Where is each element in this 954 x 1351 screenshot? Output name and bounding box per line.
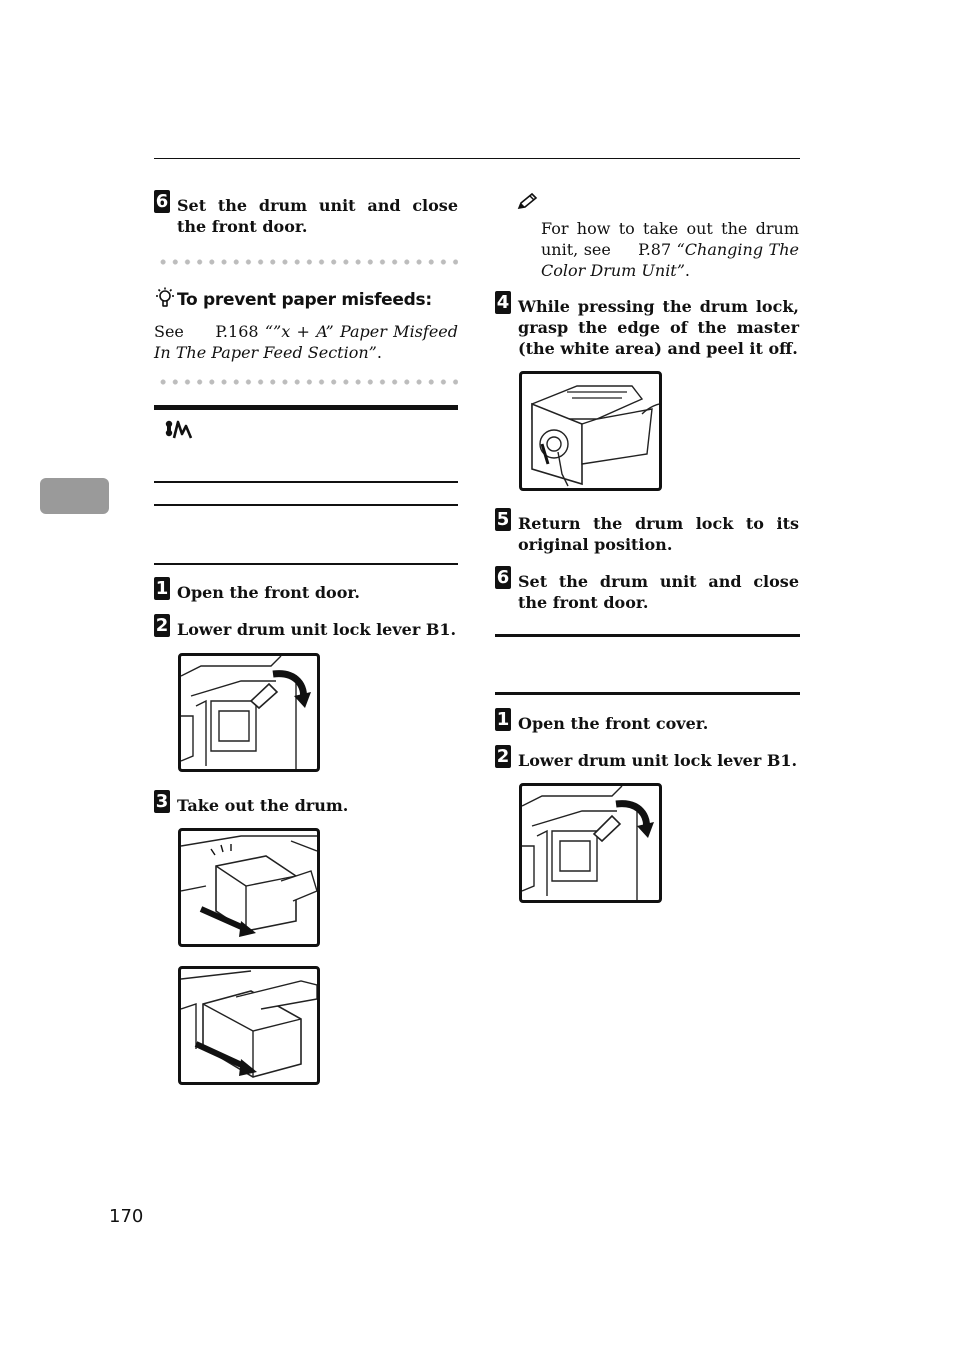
section-rule-1 — [154, 481, 458, 483]
step-text: Take out the drum. — [177, 796, 349, 815]
misfeed-location-icon — [164, 418, 194, 446]
step-number: 6 — [155, 191, 169, 212]
step-text: Open the front cover. — [518, 714, 709, 733]
section-rule-right-1 — [495, 634, 800, 637]
step-number: 2 — [496, 746, 510, 767]
hint-ref[interactable]: “”x + A” Paper Misfeed In The Paper Feed Section” — [154, 322, 458, 362]
illustration-lower-lever-2 — [519, 783, 662, 903]
hint-body — [154, 321, 458, 363]
header-rule — [154, 158, 800, 159]
note-pencil-icon — [517, 192, 539, 214]
note-ref[interactable]: “Changing The Color Drum Unit” — [541, 240, 799, 280]
hint-title: To prevent paper misfeeds: — [177, 290, 432, 310]
hint-page[interactable]: P.168 — [215, 322, 259, 341]
page-number: 170 — [109, 1206, 144, 1227]
hint-see: See — [154, 322, 184, 341]
section-rule-3 — [154, 563, 458, 565]
step-number: 3 — [155, 791, 169, 812]
hint-dots-top — [157, 259, 458, 265]
section-rule-right-2 — [495, 692, 800, 695]
step-number: 2 — [155, 615, 169, 636]
step-number: 5 — [496, 509, 510, 530]
step-text: Set the drum unit and close the front door. — [518, 572, 799, 612]
note-end: . — [684, 261, 691, 280]
step-number: 4 — [496, 292, 510, 313]
step-text: Set the drum unit and close the front door. — [177, 196, 458, 236]
section-rule-2 — [154, 504, 458, 506]
illustration-take-out-drum-2 — [178, 966, 320, 1085]
step-number: 1 — [496, 709, 510, 730]
note-line1: For how to take out the drum unit, see — [541, 219, 799, 259]
illustration-lower-lever — [178, 653, 320, 772]
hint-bulb-icon — [155, 287, 175, 313]
chapter-tab — [40, 478, 109, 514]
note-page[interactable]: P.87 — [638, 240, 672, 259]
hint-dots-bottom — [157, 379, 458, 385]
step-text: Lower drum unit lock lever B1. — [177, 620, 457, 639]
step-number: 1 — [155, 578, 169, 599]
step-number: 6 — [496, 567, 510, 588]
illustration-peel-master — [519, 371, 662, 491]
step-text: Lower drum unit lock lever B1. — [518, 751, 798, 770]
step-text: Return the drum lock to its original position. — [518, 514, 799, 554]
section-rule-thick — [154, 405, 458, 410]
step-text: Open the front door. — [177, 583, 360, 602]
step-text: While pressing the drum lock, grasp the edge of the master (the white area) and peel it off. — [518, 297, 799, 358]
hint-end: . — [376, 343, 382, 362]
note-body — [541, 218, 799, 281]
illustration-take-out-drum-1 — [178, 828, 320, 947]
